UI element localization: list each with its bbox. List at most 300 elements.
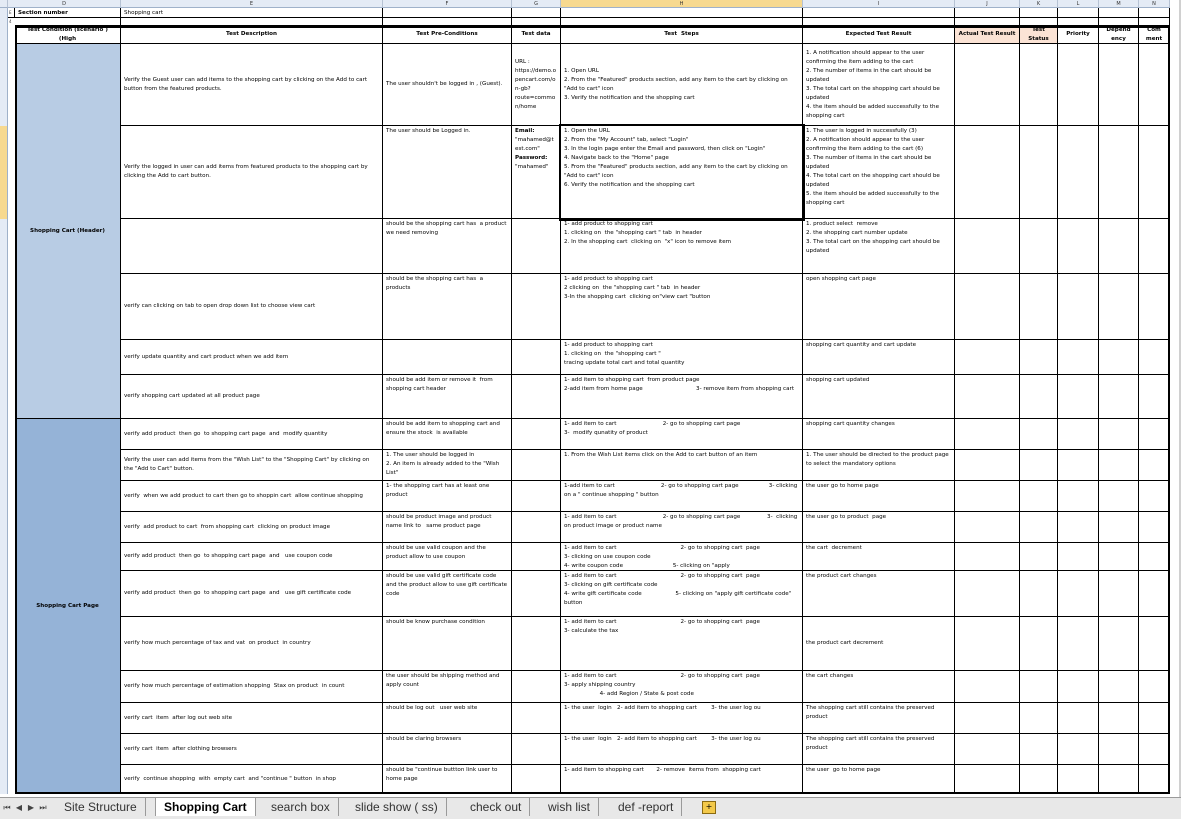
cell-expected-text: 1. The user should be directed to the product page to select the mandatory options bbox=[806, 452, 951, 467]
cell-steps-text: 1. From the Wish List items click on the Add to cart button of an item bbox=[564, 452, 758, 458]
cell-description[interactable] bbox=[121, 44, 383, 126]
empty-cell[interactable] bbox=[1020, 450, 1058, 481]
cell-expected-text: shopping cart quantity and cart update bbox=[806, 342, 917, 348]
empty-cell[interactable] bbox=[1058, 375, 1099, 419]
cell-preconditions[interactable] bbox=[383, 274, 512, 340]
empty-cell[interactable] bbox=[955, 126, 1020, 219]
empty-cell[interactable] bbox=[1099, 571, 1139, 617]
empty-cell[interactable] bbox=[1139, 450, 1170, 481]
blank-cell[interactable] bbox=[512, 18, 561, 26]
cell-data[interactable] bbox=[512, 450, 561, 481]
empty-cell[interactable] bbox=[1020, 44, 1058, 126]
empty-cell[interactable] bbox=[1020, 765, 1058, 794]
prev-sheet-icon[interactable]: ◀ bbox=[15, 803, 23, 812]
column-header-f[interactable]: F bbox=[383, 0, 512, 8]
empty-cell[interactable] bbox=[1058, 703, 1099, 734]
next-sheet-icon[interactable]: ▶ bbox=[27, 803, 35, 812]
cell-data[interactable] bbox=[512, 340, 561, 375]
empty-cell[interactable] bbox=[955, 571, 1020, 617]
column-header-m[interactable]: M bbox=[1099, 0, 1139, 8]
section-number-blank-cell[interactable] bbox=[803, 8, 955, 18]
empty-cell[interactable] bbox=[1139, 671, 1170, 703]
section-number-blank-cell[interactable] bbox=[512, 8, 561, 18]
cell-expected[interactable] bbox=[803, 765, 955, 794]
header-description[interactable] bbox=[121, 26, 383, 44]
column-header-h[interactable]: H bbox=[561, 0, 803, 8]
cell-steps[interactable] bbox=[561, 44, 803, 126]
cell-preconditions-text: 1. The user should be logged in 2. An item is already added to the "Wish List" bbox=[386, 452, 500, 476]
cell-expected[interactable] bbox=[803, 481, 955, 512]
section-number-blank-cell[interactable] bbox=[1020, 8, 1058, 18]
cell-preconditions-text: should be the shopping cart has a products bbox=[386, 276, 485, 291]
cell-description[interactable] bbox=[121, 481, 383, 512]
empty-cell[interactable] bbox=[1099, 671, 1139, 703]
empty-cell[interactable] bbox=[1139, 340, 1170, 375]
empty-cell[interactable] bbox=[1139, 44, 1170, 126]
section-cell[interactable] bbox=[15, 44, 121, 419]
cell-preconditions[interactable] bbox=[383, 340, 512, 375]
cell-description[interactable] bbox=[121, 703, 383, 734]
cell-preconditions-text: should be claring browsers bbox=[386, 736, 462, 742]
cell-preconditions[interactable] bbox=[383, 703, 512, 734]
empty-cell[interactable] bbox=[1020, 571, 1058, 617]
empty-cell[interactable] bbox=[1139, 219, 1170, 274]
cell-data[interactable] bbox=[512, 274, 561, 340]
cell-expected[interactable] bbox=[803, 543, 955, 571]
empty-cell[interactable] bbox=[1058, 419, 1099, 450]
empty-cell[interactable] bbox=[955, 512, 1020, 543]
tab-site-structure[interactable]: Site Structure bbox=[56, 798, 146, 816]
empty-cell[interactable] bbox=[1058, 450, 1099, 481]
cell-preconditions-text: The user shouldn't be logged in , (Guest). bbox=[386, 81, 503, 87]
cell-preconditions-text: should be product image and product name link to same product page bbox=[386, 514, 494, 529]
cell-data[interactable] bbox=[512, 765, 561, 794]
cell-description-text: verify cart item after clothing browsers bbox=[124, 745, 237, 752]
cell-expected-text: The shopping cart still contains the preserved product bbox=[806, 736, 937, 751]
section-number-blank-cell[interactable] bbox=[1058, 8, 1099, 18]
section-number-label[interactable]: Section number bbox=[15, 8, 121, 18]
cell-expected[interactable] bbox=[803, 617, 955, 671]
cell-data[interactable] bbox=[512, 481, 561, 512]
cell-description[interactable] bbox=[121, 765, 383, 794]
header-expected[interactable] bbox=[803, 26, 955, 44]
cell-preconditions[interactable] bbox=[383, 734, 512, 765]
cell-data-text: URL : https://demo.opencart.com/on-gb?route=common/home bbox=[515, 58, 557, 110]
empty-cell[interactable] bbox=[1020, 126, 1058, 219]
cell-preconditions-text: The user should be Logged in. bbox=[386, 128, 471, 134]
empty-cell[interactable] bbox=[1099, 481, 1139, 512]
cell-expected-text: open shopping cart page bbox=[806, 276, 876, 282]
empty-cell[interactable] bbox=[1139, 126, 1170, 219]
cell-expected-text: the product cart changes bbox=[806, 573, 877, 579]
cell-steps[interactable] bbox=[561, 671, 803, 703]
section-number-blank-cell[interactable] bbox=[1139, 8, 1170, 18]
header-data[interactable] bbox=[512, 26, 561, 44]
header-description-label: Test Description bbox=[226, 31, 277, 37]
header-dependency-label: Depend ency bbox=[1106, 26, 1133, 42]
empty-cell[interactable] bbox=[1020, 340, 1058, 375]
column-header-g[interactable]: G bbox=[512, 0, 561, 8]
cell-description[interactable] bbox=[121, 543, 383, 571]
cell-description-text: verify how much percentage of estimation shopping Stax on product in count bbox=[124, 683, 345, 689]
cell-data[interactable] bbox=[512, 375, 561, 419]
empty-cell[interactable] bbox=[1099, 274, 1139, 340]
tab-slide-show[interactable]: slide show ( ss) bbox=[347, 798, 447, 816]
cell-expected-text: The shopping cart still contains the preserved product bbox=[806, 705, 937, 720]
section-number-blank-cell[interactable] bbox=[955, 8, 1020, 18]
cell-expected-text: the cart decrement bbox=[806, 545, 862, 551]
empty-cell[interactable] bbox=[1139, 703, 1170, 734]
cell-steps[interactable] bbox=[561, 375, 803, 419]
cell-expected[interactable] bbox=[803, 419, 955, 450]
cell-preconditions-text: should be know purchase condition bbox=[386, 619, 485, 625]
tab-search-box[interactable]: search box bbox=[263, 798, 339, 816]
header-condition[interactable] bbox=[15, 26, 121, 44]
section-number-value[interactable]: Shopping cart bbox=[121, 8, 383, 18]
column-header-j[interactable]: J bbox=[955, 0, 1020, 8]
empty-cell[interactable] bbox=[1020, 419, 1058, 450]
cell-steps-text: 1- the user login 2- add item to shopping cart 3- the user log ou bbox=[564, 736, 761, 742]
cell-data[interactable] bbox=[512, 571, 561, 617]
cell-description-text: verify add product then go to shopping cart page and use coupon code bbox=[124, 553, 333, 559]
empty-cell[interactable] bbox=[1099, 375, 1139, 419]
empty-cell[interactable] bbox=[1020, 671, 1058, 703]
name-box[interactable]: E4 bbox=[8, 8, 15, 18]
empty-cell[interactable] bbox=[955, 375, 1020, 419]
cell-preconditions[interactable] bbox=[383, 375, 512, 419]
section-number-blank-cell[interactable] bbox=[1099, 8, 1139, 18]
cell-steps-text: 1- add item to cart 2- go to shopping cart page 3- apply shipping country 4- add Region / State & post code bbox=[564, 673, 760, 697]
cell-data[interactable] bbox=[512, 671, 561, 703]
section-number-blank-cell[interactable] bbox=[383, 8, 512, 18]
empty-cell[interactable] bbox=[1139, 274, 1170, 340]
empty-cell[interactable] bbox=[1058, 617, 1099, 671]
empty-cell[interactable] bbox=[1020, 512, 1058, 543]
cell-steps-text: 1- add item to cart 2- go to shopping cart page 3- modify qunatity of product bbox=[564, 421, 798, 436]
header-comment[interactable] bbox=[1139, 26, 1170, 44]
empty-cell[interactable] bbox=[955, 671, 1020, 703]
cell-description-text: Verify the user can add items from the "Wish List" to the "Shopping Cart" by clicking on the "Add to Cart" button. bbox=[124, 457, 372, 472]
column-header-n[interactable]: N bbox=[1139, 0, 1170, 8]
cell-steps-text: 1. Open the URL 2. From the "My Account" tab, select "Login" 3. In the login page enter the Email and password, then click on "Login" 4. Navigate back to the "Home" page 5. From the "Featured" products section, add any item to the cart by clicking on "Add to cart" icon 6. Verify the notification and the shopping cart bbox=[564, 128, 788, 188]
first-sheet-icon[interactable]: ⏮ bbox=[3, 803, 11, 812]
cell-description[interactable] bbox=[121, 375, 383, 419]
empty-cell[interactable] bbox=[1020, 219, 1058, 274]
empty-cell[interactable] bbox=[1058, 219, 1099, 274]
cell-expected-text: the user go to home page bbox=[806, 483, 879, 489]
select-all-corner[interactable] bbox=[0, 0, 8, 8]
empty-cell[interactable] bbox=[1020, 274, 1058, 340]
cell-steps[interactable] bbox=[561, 617, 807, 671]
cell-steps[interactable] bbox=[561, 571, 803, 617]
empty-cell[interactable] bbox=[1058, 543, 1099, 571]
header-steps[interactable] bbox=[561, 26, 803, 44]
header-priority[interactable] bbox=[1058, 26, 1099, 44]
cell-steps-text: 1- add item to shopping cart 2- remove items from shopping cart bbox=[564, 767, 761, 773]
empty-cell[interactable] bbox=[1099, 765, 1139, 794]
header-priority-label: Priority bbox=[1066, 31, 1090, 37]
section-label: Shopping Cart (Header) bbox=[30, 227, 105, 234]
cell-description-text: verify shopping cart updated at all product page bbox=[124, 393, 260, 399]
cell-preconditions-text: the user should be shipping method and apply count bbox=[386, 673, 502, 688]
empty-cell[interactable] bbox=[1099, 617, 1139, 671]
cell-preconditions-text: should be log out user web site bbox=[386, 705, 478, 711]
empty-cell[interactable] bbox=[955, 419, 1020, 450]
header-expected-label: Expected Test Result bbox=[845, 31, 912, 37]
empty-cell[interactable] bbox=[1139, 765, 1170, 794]
cell-steps-text: 1- add product to shopping cart 1. clicking on the "shopping cart " tracing update total cart and total quantity bbox=[564, 342, 685, 366]
empty-cell[interactable] bbox=[1099, 734, 1139, 765]
cell-expected-text: 1. A notification should appear to the user confirming the item adding to the cart 2. The number of items in the cart should be updated 3. The total cart on the shopping cart should be updated 4. the item should be added successfully to the shopping cart bbox=[806, 49, 940, 119]
cell-preconditions[interactable] bbox=[383, 617, 512, 671]
empty-cell[interactable] bbox=[1099, 512, 1139, 543]
header-condition-label: Test Condition (scenario ) (High bbox=[27, 26, 110, 42]
cell-description-text: verify update quantity and cart product when we add item bbox=[124, 353, 289, 360]
cell-steps-text: 1- add product to shopping cart 1. clicking on the "shopping cart " tab in header 2. In the shopping cart clicking on "x" icon to remove item bbox=[564, 221, 732, 245]
cell-expected[interactable] bbox=[803, 450, 955, 481]
empty-cell[interactable] bbox=[1020, 703, 1058, 734]
column-header-d[interactable]: D bbox=[8, 0, 121, 8]
header-comment-label: Com ment bbox=[1145, 26, 1163, 42]
tab-shopping-cart[interactable]: Shopping Cart bbox=[155, 798, 256, 816]
section-number-blank-cell[interactable] bbox=[561, 8, 803, 18]
empty-cell[interactable] bbox=[955, 734, 1020, 765]
cell-description[interactable] bbox=[121, 340, 383, 375]
cell-expected-text: shopping cart quantity changes bbox=[806, 421, 895, 427]
cell-description[interactable] bbox=[121, 512, 383, 543]
insert-sheet-icon[interactable]: + bbox=[702, 801, 716, 814]
cell-preconditions[interactable] bbox=[383, 543, 512, 571]
cell-data[interactable] bbox=[512, 617, 561, 671]
cell-expected[interactable] bbox=[803, 274, 955, 340]
empty-cell[interactable] bbox=[1058, 512, 1099, 543]
cell-steps-text: 1- add item to cart 2- go to shopping cart page 3- clicking on product image or product name bbox=[564, 514, 800, 529]
empty-cell[interactable] bbox=[1099, 219, 1139, 274]
selected-row-header[interactable] bbox=[0, 126, 8, 219]
cell-preconditions[interactable] bbox=[383, 44, 512, 126]
empty-cell[interactable] bbox=[1058, 44, 1099, 126]
cell-steps[interactable] bbox=[561, 126, 803, 219]
cell-description-text: verify add product then go to shopping cart page and use gift certificate code bbox=[124, 590, 352, 596]
last-sheet-icon[interactable]: ⏭ bbox=[39, 803, 47, 812]
cell-preconditions[interactable] bbox=[383, 765, 512, 794]
cell-steps[interactable] bbox=[561, 512, 803, 543]
cell-data[interactable] bbox=[512, 543, 561, 571]
column-header-i[interactable]: I bbox=[803, 0, 955, 8]
empty-cell[interactable] bbox=[955, 219, 1020, 274]
empty-cell[interactable] bbox=[1058, 571, 1099, 617]
cell-expected[interactable] bbox=[803, 219, 955, 274]
cell-preconditions-text: should be add item or remove it from shopping cart header bbox=[386, 377, 495, 392]
cell-data[interactable] bbox=[512, 512, 561, 543]
tab-def-report[interactable]: def -report bbox=[610, 798, 682, 816]
cell-steps-text: 1- add item to shopping cart from product page 2-add item from home page 3- remove item from shopping cart bbox=[564, 377, 795, 392]
empty-cell[interactable] bbox=[955, 703, 1020, 734]
blank-cell[interactable] bbox=[383, 18, 512, 26]
cell-data[interactable] bbox=[512, 703, 561, 734]
header-preconditions[interactable] bbox=[383, 26, 512, 44]
cell-steps-text: 1- the user login 2- add item to shopping cart 3- the user log ou bbox=[564, 705, 761, 711]
cell-description[interactable] bbox=[121, 671, 383, 703]
cell-data-text: Email: "mahamed@test.com" Password: "mahamed" bbox=[515, 128, 554, 170]
empty-cell[interactable] bbox=[955, 274, 1020, 340]
cell-steps-text: 1- add product to shopping cart 2 clicking on the "shopping cart " tab in header 3-In the shopping cart clicking on"view cart "button bbox=[564, 276, 711, 300]
cell-expected-text: the cart changes bbox=[806, 673, 854, 679]
cell-description-text: verify how much percentage of tax and vat on product in country bbox=[124, 640, 311, 646]
cell-steps[interactable] bbox=[561, 340, 803, 375]
empty-cell[interactable] bbox=[1020, 734, 1058, 765]
cell-data[interactable] bbox=[512, 419, 561, 450]
empty-cell[interactable] bbox=[1020, 617, 1058, 671]
section-label: Shopping Cart Page bbox=[36, 602, 99, 609]
header-status-label: Test Status bbox=[1028, 26, 1049, 42]
cell-expected[interactable] bbox=[803, 571, 955, 617]
cell-preconditions-text: should be use valid coupon and the product allow to use coupon bbox=[386, 545, 488, 560]
empty-cell[interactable] bbox=[1058, 340, 1099, 375]
column-header-k[interactable]: K bbox=[1020, 0, 1058, 8]
empty-cell[interactable] bbox=[1058, 765, 1099, 794]
cell-description-text: Verify the Guest user can add items to the shopping cart by clicking on the Add to cart button from the featured products. bbox=[124, 76, 369, 92]
header-preconditions-label: Test Pre-Conditions bbox=[416, 31, 478, 37]
cell-preconditions[interactable] bbox=[383, 512, 512, 543]
cell-description[interactable] bbox=[121, 571, 383, 617]
blank-cell[interactable] bbox=[121, 18, 383, 26]
empty-cell[interactable] bbox=[1058, 671, 1099, 703]
empty-cell[interactable] bbox=[1058, 274, 1099, 340]
cell-description-text: Verify the logged in user can add items from featured products to the shopping cart by clicking the Add to cart button. bbox=[124, 164, 370, 179]
cell-steps[interactable] bbox=[561, 703, 803, 734]
cell-description[interactable] bbox=[121, 617, 383, 671]
cell-steps-text: 1- add item to cart 2- go to shopping cart page 3- calculate the tax bbox=[564, 619, 807, 634]
cell-expected[interactable] bbox=[803, 126, 955, 219]
empty-cell[interactable] bbox=[1139, 375, 1170, 419]
empty-cell[interactable] bbox=[1020, 375, 1058, 419]
blank-cell[interactable] bbox=[1058, 18, 1099, 26]
cell-preconditions[interactable] bbox=[383, 219, 512, 274]
cell-description[interactable] bbox=[121, 219, 383, 274]
cell-expected[interactable] bbox=[803, 44, 955, 126]
empty-cell[interactable] bbox=[955, 543, 1020, 571]
cell-steps-text: 1. Open URL 2. From the "Featured" products section, add any item to the cart by clicking on "Add to cart" icon 3. Verify the notification and the shopping cart bbox=[564, 67, 788, 101]
empty-cell[interactable] bbox=[1058, 126, 1099, 219]
cell-expected-text: 1. product select remove 2. the shopping cart number update 3. The total cart on the shopping cart should be updated bbox=[806, 221, 940, 254]
cell-description-text: verify when we add product to cart then go to shoppin cart allow continue shopping bbox=[124, 492, 363, 499]
cell-description-text: verify add product then go to shopping cart page and modify quantity bbox=[124, 430, 328, 437]
cell-steps[interactable] bbox=[561, 274, 803, 340]
empty-cell[interactable] bbox=[1139, 543, 1170, 571]
cell-description[interactable] bbox=[121, 734, 383, 765]
cell-data[interactable] bbox=[512, 734, 561, 765]
cell-steps[interactable] bbox=[561, 450, 803, 481]
column-header-l[interactable]: L bbox=[1058, 0, 1099, 8]
empty-cell[interactable] bbox=[1099, 703, 1139, 734]
empty-cell[interactable] bbox=[1099, 450, 1139, 481]
tab-wish-list[interactable]: wish list bbox=[540, 798, 599, 816]
empty-cell[interactable] bbox=[955, 617, 1020, 671]
cell-description-text: verify add product to cart from shopping cart clicking on product image bbox=[124, 523, 331, 530]
cell-preconditions[interactable] bbox=[383, 126, 512, 219]
cell-steps[interactable] bbox=[561, 481, 803, 512]
empty-cell[interactable] bbox=[955, 44, 1020, 126]
empty-cell[interactable] bbox=[1020, 481, 1058, 512]
cell-data[interactable] bbox=[512, 126, 561, 219]
cell-description[interactable] bbox=[121, 274, 383, 340]
empty-cell[interactable] bbox=[1139, 617, 1170, 671]
blank-cell[interactable] bbox=[803, 18, 955, 26]
cell-preconditions[interactable] bbox=[383, 450, 512, 481]
empty-cell[interactable] bbox=[1139, 481, 1170, 512]
empty-cell[interactable] bbox=[1099, 543, 1139, 571]
cell-description[interactable] bbox=[121, 126, 383, 219]
empty-cell[interactable] bbox=[1099, 419, 1139, 450]
cell-expected-text: shopping cart updated bbox=[806, 377, 870, 383]
tab-check-out[interactable]: check out bbox=[462, 798, 530, 816]
cell-steps[interactable] bbox=[561, 219, 803, 274]
cell-steps[interactable] bbox=[561, 734, 803, 765]
header-data-label: Test data bbox=[521, 31, 551, 37]
empty-cell[interactable] bbox=[1058, 481, 1099, 512]
cell-expected[interactable] bbox=[803, 375, 955, 419]
cell-description-text: verify can clicking on tab to open drop down list to choose view cart bbox=[124, 303, 316, 309]
cell-expected[interactable] bbox=[803, 703, 955, 734]
cell-expected[interactable] bbox=[803, 671, 955, 703]
cell-expected[interactable] bbox=[803, 512, 955, 543]
empty-cell[interactable] bbox=[955, 340, 1020, 375]
cell-expected[interactable] bbox=[803, 734, 955, 765]
cell-preconditions[interactable] bbox=[383, 419, 512, 450]
cell-preconditions-text: should be add item to shopping cart and ensure the stock is available bbox=[386, 421, 502, 436]
empty-cell[interactable] bbox=[1139, 734, 1170, 765]
empty-cell[interactable] bbox=[955, 765, 1020, 794]
cell-steps[interactable] bbox=[561, 765, 803, 794]
cell-description[interactable] bbox=[121, 450, 383, 481]
column-header-e[interactable]: E bbox=[121, 0, 383, 8]
header-dependency[interactable] bbox=[1099, 26, 1139, 44]
cell-data[interactable] bbox=[512, 219, 561, 274]
cell-preconditions[interactable] bbox=[383, 481, 512, 512]
empty-cell[interactable] bbox=[1099, 340, 1139, 375]
cell-expected-text: the product cart decrement bbox=[806, 640, 884, 646]
cell-steps[interactable] bbox=[561, 543, 803, 571]
empty-cell[interactable] bbox=[1139, 419, 1170, 450]
empty-cell[interactable] bbox=[955, 450, 1020, 481]
cell-preconditions[interactable] bbox=[383, 671, 512, 703]
cell-description[interactable] bbox=[121, 419, 383, 450]
cell-data[interactable] bbox=[512, 44, 561, 126]
header-actual[interactable] bbox=[955, 26, 1020, 44]
empty-cell[interactable] bbox=[1099, 126, 1139, 219]
cell-steps[interactable] bbox=[561, 419, 803, 450]
cell-expected-text: 1. The user is logged in successfully (3) 2. A notification should appear to the user confirming the item adding to the cart (6) 3. The number of items in the cart should be updated 4. The total cart on the shopping cart should be updated 5. the item should be added successfully to the shopping cart bbox=[806, 128, 940, 206]
blank-cell[interactable] bbox=[955, 18, 1020, 26]
empty-cell[interactable] bbox=[1139, 512, 1170, 543]
empty-cell[interactable] bbox=[1099, 44, 1139, 126]
empty-cell[interactable] bbox=[955, 481, 1020, 512]
blank-cell[interactable] bbox=[561, 18, 803, 26]
header-steps-label: Test Steps bbox=[664, 31, 699, 37]
header-status[interactable] bbox=[1020, 26, 1058, 44]
empty-cell[interactable] bbox=[1020, 543, 1058, 571]
cell-preconditions-text: should be "continue buttton link user to home page bbox=[386, 767, 500, 782]
section-cell[interactable] bbox=[15, 419, 121, 794]
cell-preconditions[interactable] bbox=[383, 571, 512, 617]
cell-steps-text: 1- add item to cart 2- go to shopping cart page 3- clicking on gift certificate code 4- write gift certificate code 5- clicking on "apply gift certificate code" button bbox=[564, 573, 792, 606]
cell-description-text: verify continue shopping with empty cart and "continue " button in shop bbox=[124, 775, 336, 782]
cell-preconditions-text: 1- the shopping cart has at least one product bbox=[386, 483, 492, 498]
empty-cell[interactable] bbox=[1139, 571, 1170, 617]
cell-expected[interactable] bbox=[803, 340, 955, 375]
empty-cell[interactable] bbox=[1058, 734, 1099, 765]
